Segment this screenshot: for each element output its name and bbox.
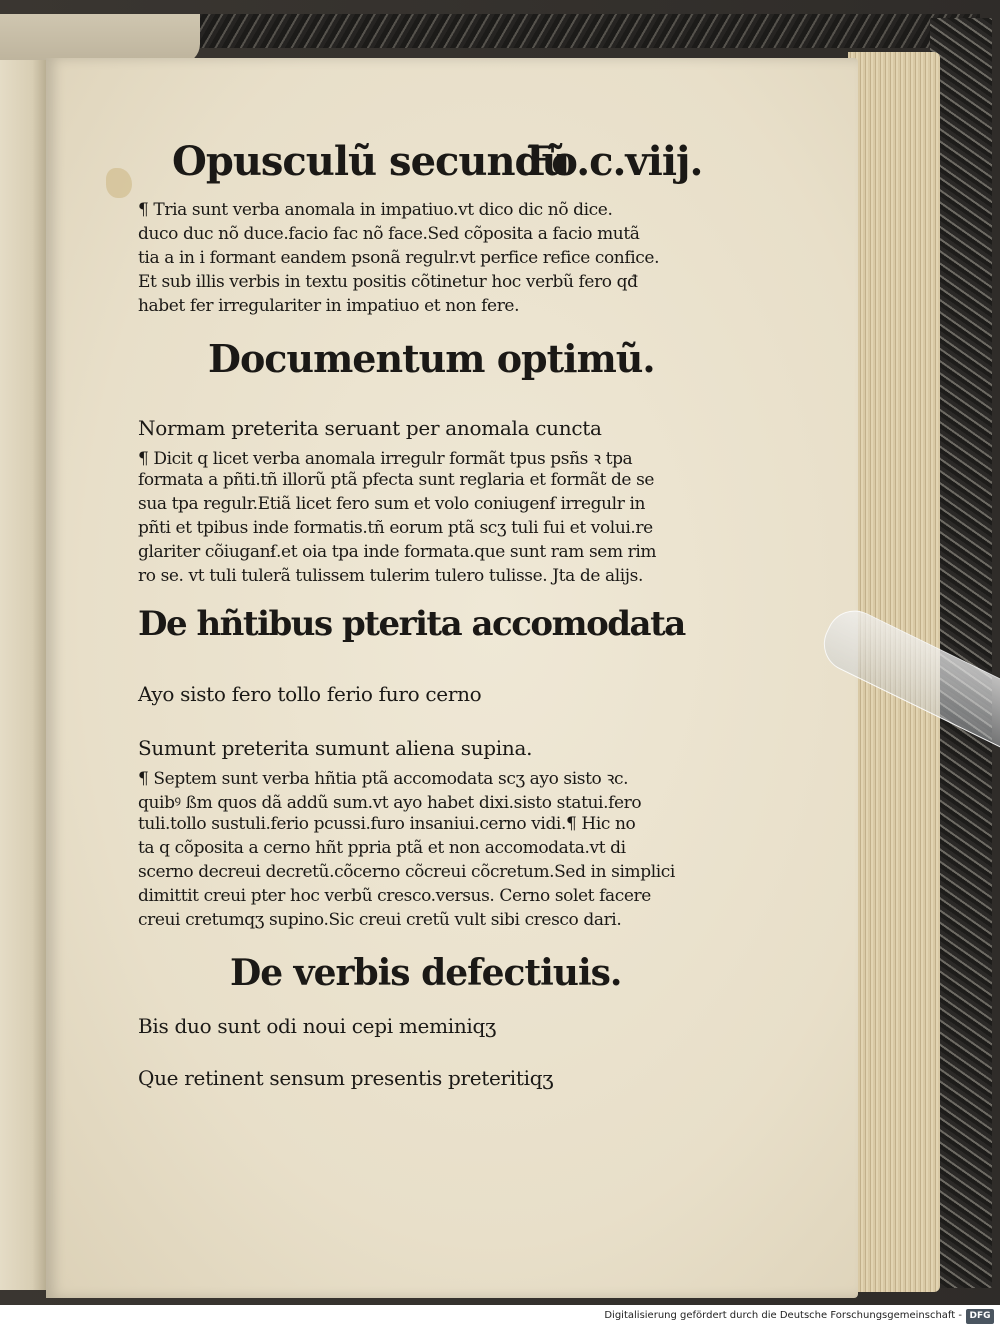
section-heading: Documentum optimũ.: [208, 336, 655, 381]
page-stain: [106, 168, 132, 198]
text-line: habet fer irregulariter in impatiuo et non fere.: [138, 296, 520, 316]
text-line: ¶ Tria sunt verba anomala in impatiuo.vt dico dic nõ dice.: [138, 200, 613, 220]
text-line: glariter cõiuganẜ.et oia tpa inde formata.que sunt ram sem rim: [138, 542, 657, 562]
text-line: tuli.tollo sustuli.ferio pcussi.furo insaniui.cerno vidi.¶ Hic no: [138, 814, 636, 834]
text-line: ta q cõposita a cerno hñt ppria ptã et non accomodata.vt di: [138, 838, 626, 858]
text-line: dimittit creui pter hoc verbũ cresco.versus. Cerno solet facere: [138, 886, 651, 906]
text-line: tia a in i formant eandem psonã regulr.vt perfice refice confice.: [138, 248, 660, 268]
text-line: quibꝰ ßm quos dã addũ sum.vt ayo habet dixi.sisto statui.fero: [138, 793, 642, 813]
verse-line: Bis duo sunt odi noui cepi meminiqʒ: [138, 1014, 496, 1038]
recto-page: [46, 58, 858, 1298]
text-line: Et sub illis verbis in textu positis cõtinetur hoc verbũ fero qđ: [138, 272, 638, 292]
dfg-logo: DFG: [966, 1309, 994, 1324]
text-line: creui cretumqʒ supino.Sic creui cretũ vult sibi cresco dari.: [138, 910, 622, 930]
section-heading: De verbis defectiuis.: [230, 952, 622, 994]
text-line: ¶ Dicit q licet verba anomala irregulr formãt tpus psñs ꝛ tpa: [138, 449, 633, 469]
verse-line: Normam preterita seruant per anomala cuncta: [138, 416, 602, 440]
text-line: ro se. vt tuli tulerã tulissem tulerim tulero tulisse. Jta de alijs.: [138, 566, 644, 586]
text-line: duco duc nõ duce.facio fac nõ face.Sed cõposita a facio mutã: [138, 224, 640, 244]
verse-line: Ayo sisto fero tollo ferio furo cerno: [138, 682, 482, 706]
text-line: sua tpa regulr.Etiã licet fero sum et volo coniugenẜ irregulr in: [138, 494, 646, 514]
text-line: ¶ Septem sunt verba hñtia ptã accomodata scʒ ayo sisto ꝛc.: [138, 769, 629, 789]
running-title: Opusculũ secundũ: [172, 138, 570, 185]
left-page-top-fragment: [0, 14, 200, 64]
folio-number: Fo.c.viij.: [526, 138, 703, 185]
funding-credit: Digitalisierung gefördert durch die Deutsche Forschungsgemeinschaft -: [604, 1310, 962, 1321]
cover-top-edge: [190, 14, 980, 48]
text-line: scerno decreui decretũ.cõcerno cõcreui cõcretum.Sed in simplici: [138, 862, 675, 882]
verse-line: Que retinent sensum presentis preteritiqʒ: [138, 1066, 554, 1090]
section-heading: De hñtibus pterita accomodata: [138, 604, 685, 644]
text-line: pñti et tpibus inde formatis.tñ eorum ptã scʒ tuli fui et volui.re: [138, 518, 653, 538]
verse-line: Sumunt preterita sumunt aliena supina.: [138, 736, 533, 760]
footer-bar: [0, 1305, 1000, 1329]
text-line: formata a pñti.tñ illorũ ptã pfecta sunt reglaria et formãt de se: [138, 470, 655, 490]
left-page-fragment: [0, 60, 47, 1290]
